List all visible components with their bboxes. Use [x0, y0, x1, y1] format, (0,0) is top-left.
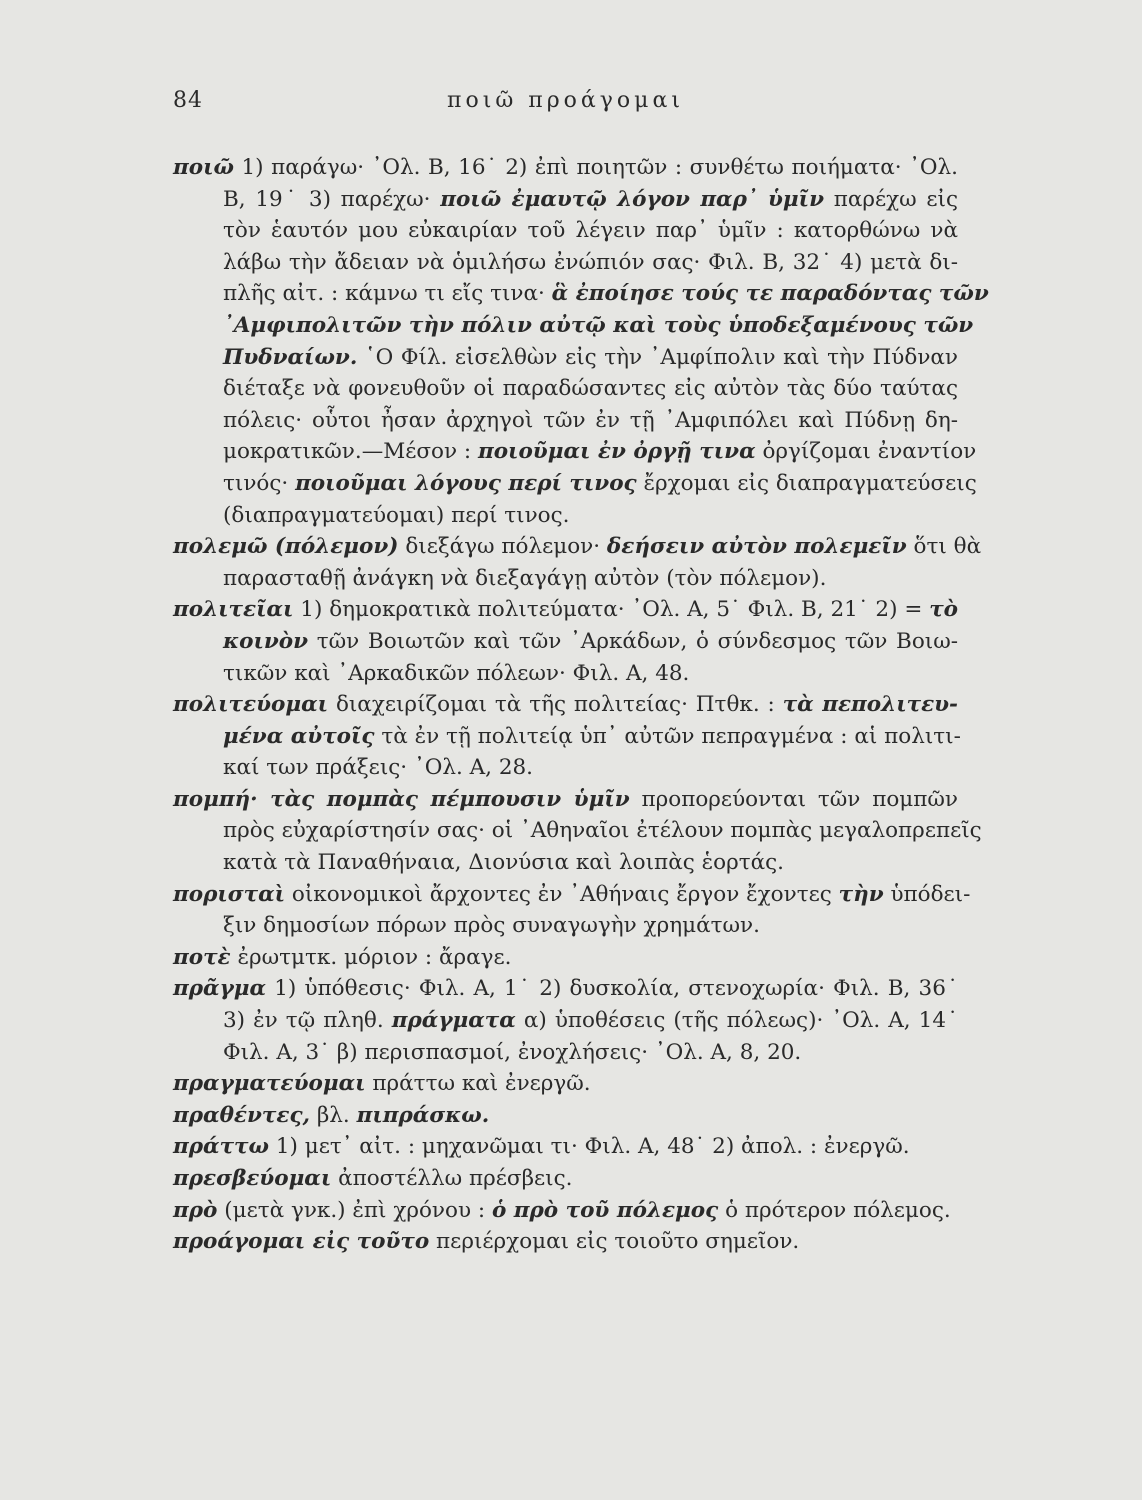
definition-text: ὑπόδει-	[883, 881, 971, 907]
entry-first-line	[173, 784, 958, 816]
definition-text: ὀργίζομαι ἐναντίον	[755, 439, 977, 465]
entry-line	[173, 626, 958, 658]
entry-line	[173, 468, 977, 500]
headword-or-phrase: τὴν	[838, 881, 884, 907]
entry-first-line	[173, 973, 958, 1005]
entries-body	[173, 152, 989, 1258]
definition-text: ὁ πρότερον πόλεμος.	[718, 1197, 951, 1223]
definition-text: α) ὑποθέσεις (τῆς πόλεως)· ᾿Ολ. Α, 14˙	[515, 1008, 959, 1034]
entry-first-line	[173, 689, 958, 721]
entry-line	[173, 1037, 958, 1069]
entry-first-line	[173, 152, 958, 184]
entry-line	[173, 721, 961, 753]
headword-or-phrase: ποιοῦμαι ἐν ὀργῇ τινα	[477, 439, 756, 465]
definition-text: ἔρχομαι εἰς διαπραγματεύσεις	[636, 470, 977, 496]
entry-line	[173, 247, 958, 279]
headword-or-phrase: πολιτεύομαι	[173, 692, 329, 718]
headword-or-phrase: κοινὸν	[223, 628, 309, 654]
headword-or-phrase: ποιῶ ἐμαυτῷ λόγον παρ᾿ ὑμῖν	[440, 186, 824, 212]
dictionary-entry	[173, 594, 958, 689]
headword-or-phrase: τὰ πεπολιτευ-	[782, 692, 958, 718]
entry-first-line	[173, 1163, 958, 1195]
entry-first-line	[173, 1068, 958, 1100]
entry-first-line	[173, 531, 982, 563]
dictionary-entry	[173, 1068, 958, 1100]
definition-text: 3) ἐν τῷ πληθ.	[223, 1008, 392, 1034]
headword-or-phrase: Πυδναίων.	[223, 344, 358, 370]
dictionary-entry	[173, 942, 958, 974]
headword-or-phrase: πολεμῶ (πόλεμον)	[173, 534, 399, 560]
entry-line	[173, 215, 958, 247]
running-head: ποιῶ προάγομαι	[447, 88, 684, 113]
definition-text: ἐρωτμτκ. μόριον : ἄραγε.	[230, 944, 512, 970]
definition-text: κατὰ τὰ Παναθήναια, Διονύσια καὶ λοιπὰς ἑορτάς.	[223, 850, 784, 876]
headword-or-phrase: ποτὲ	[173, 944, 231, 970]
definition-text: τικῶν καὶ ᾿Αρκαδικῶν πόλεων· Φιλ. Α, 48.	[223, 660, 690, 686]
definition-text: παρασταθῇ ἀνάγκη νὰ διεξαγάγῃ αὐτὸν (τὸν πόλεμον).	[223, 565, 827, 591]
headword-or-phrase: πορισταὶ	[173, 881, 286, 907]
entry-line	[173, 373, 958, 405]
dictionary-entry	[173, 152, 989, 531]
headword-or-phrase: πρεσβεύομαι	[173, 1166, 332, 1191]
page-number: 84	[173, 88, 203, 113]
definition-text: 1) μετ᾿ αἰτ. : μηχανῶμαι τι· Φιλ. Α, 48˙ 2) ἀπολ. : ἐνεργῶ.	[268, 1134, 910, 1160]
headword-or-phrase: ᾿Αμφιπολιτῶν τὴν πόλιν αὐτῷ καὶ τοὺς ὑποδεξαμένους τῶν	[223, 312, 974, 338]
definition-text: διεξάγω πόλεμον·	[398, 534, 607, 560]
definition-text: ὅτι θὰ	[906, 534, 982, 560]
entry-line	[173, 500, 958, 532]
dictionary-entry	[173, 879, 971, 942]
dictionary-entry	[173, 1131, 958, 1163]
headword-or-phrase: τὸ	[929, 597, 958, 623]
definition-text: (διαπραγματεύομαι) περί τινος.	[223, 502, 570, 528]
definition-text: τινός·	[223, 470, 296, 496]
headword-or-phrase: πολιτεῖαι	[173, 597, 294, 623]
definition-text: διαχειρίζομαι τὰ τῆς πολιτείας· Πτθκ. :	[328, 692, 783, 718]
headword-or-phrase: πρὸ	[173, 1197, 218, 1223]
definition-text: 1) δημοκρατικὰ πολιτεύματα· ᾿Ολ. Α, 5˙ Φιλ. Β, 21˙ 2) =	[293, 597, 930, 623]
dictionary-entry	[173, 531, 982, 594]
definition-text: ἀποστέλλω πρέσβεις.	[331, 1166, 573, 1191]
headword-or-phrase: πράττω	[173, 1134, 269, 1160]
dictionary-entry	[173, 689, 961, 784]
entry-line	[173, 1005, 958, 1037]
headword-or-phrase: ἃ ἐποίησε τούς τε παραδόντας τῶν	[551, 281, 989, 307]
headword-or-phrase: πιπράσκω.	[356, 1102, 490, 1128]
entry-first-line	[173, 1195, 958, 1227]
definition-text: ῾Ο Φίλ. εἰσελθὼν εἰς τὴν ᾿Αμφίπολιν καὶ τὴν Πύδναν	[357, 344, 958, 370]
definition-text: 1) ὑπόθεσις· Φιλ. Α, 1˙ 2) δυσκολία, στενοχωρία· Φιλ. Β, 36˙	[266, 976, 958, 1002]
definition-text: πλῆς αἰτ. : κάμνω τι εἴς τινα·	[223, 281, 552, 307]
headword-or-phrase: ὁ πρὸ τοῦ πόλεμος	[491, 1197, 719, 1223]
headword-or-phrase: ποιοῦμαι λόγους περί τινος	[295, 470, 637, 496]
headword-or-phrase: ποιῶ	[173, 155, 234, 180]
definition-text: λάβω τὴν ἄδειαν νὰ ὁμιλήσω ἐνώπιόν σας· Φιλ. Β, 32˙ 4) μετὰ δι-	[223, 249, 958, 275]
dictionary-entry	[173, 1195, 958, 1227]
entry-first-line	[173, 1100, 958, 1132]
entry-line	[173, 847, 958, 879]
definition-text: πράττω καὶ ἐνεργῶ.	[365, 1071, 591, 1097]
headword-or-phrase: πραγματεύομαι	[173, 1071, 366, 1097]
definition-text: προπορεύονται τῶν πομπῶν	[629, 786, 958, 812]
definition-text: (μετὰ γνκ.) ἐπὶ χρόνου :	[217, 1197, 492, 1223]
definition-text: διέταξε νὰ φονευθοῦν οἱ παραδώσαντες εἰς αὐτὸν τὰς δύο ταύτας	[223, 376, 958, 402]
entry-first-line	[173, 1226, 958, 1258]
dictionary-entry	[173, 973, 958, 1068]
page-header	[173, 88, 958, 122]
entry-line	[173, 752, 958, 784]
dictionary-entry	[173, 1226, 958, 1258]
entry-first-line	[173, 879, 971, 911]
headword-or-phrase: μένα αὐτοῖς	[223, 723, 375, 749]
definition-text: παρέχω εἰς	[824, 186, 959, 212]
entry-line	[173, 815, 982, 847]
entry-first-line	[173, 942, 958, 974]
definition-text: ξιν δημοσίων πόρων πρὸς συναγωγὴν χρημάτων.	[223, 913, 760, 939]
dictionary-entry	[173, 1100, 958, 1132]
headword-or-phrase: πραθέντες,	[173, 1102, 311, 1128]
entry-line	[173, 278, 989, 310]
definition-text: τὰ ἐν τῇ πολιτείᾳ ὑπ᾿ αὐτῶν πεπραγμένα : αἱ πολιτι-	[374, 723, 961, 749]
dictionary-entry	[173, 1163, 958, 1195]
headword-or-phrase: δεήσειν αὐτὸν πολεμεῖν	[606, 534, 907, 560]
entry-first-line	[173, 1131, 958, 1163]
dictionary-entry	[173, 784, 982, 879]
entry-line	[173, 658, 958, 690]
definition-text: μοκρατικῶν.—Μέσον :	[223, 439, 478, 465]
entry-line	[173, 342, 958, 374]
entry-line	[173, 910, 958, 942]
definition-text: τῶν Βοιωτῶν καὶ τῶν ᾿Αρκάδων, ὁ σύνδεσμος τῶν Βοιω-	[308, 628, 958, 654]
definition-text: περιέρχομαι εἰς τοιοῦτο σημεῖον.	[429, 1229, 800, 1255]
headword-or-phrase: πράγματα	[391, 1008, 516, 1034]
definition-text: Β, 19˙ 3) παρέχω·	[223, 186, 441, 212]
entry-line	[173, 310, 974, 342]
definition-text: πρὸς εὐχαρίστησίν σας· οἱ ᾿Αθηναῖοι ἐτέλουν πομπὰς μεγαλοπρεπεῖς	[223, 818, 982, 844]
definition-text: βλ.	[310, 1102, 357, 1128]
headword-or-phrase: πομπή· τὰς πομπὰς πέμπουσιν ὑμῖν	[173, 786, 630, 812]
entry-line	[173, 184, 958, 216]
definition-text: τὸν ἑαυτόν μου εὐκαιρίαν τοῦ λέγειν παρ᾿ ὑμῖν : κατορθώνω νὰ	[223, 218, 958, 244]
definition-text: Φιλ. Α, 3˙ β) περισπασμοί, ἐνοχλήσεις· ᾿Ολ. Α, 8, 20.	[223, 1039, 802, 1065]
entry-line	[173, 436, 977, 468]
definition-text: πόλεις· οὗτοι ἦσαν ἀρχηγοὶ τῶν ἐν τῇ ᾿Αμφιπόλει καὶ Πύδνῃ δη-	[223, 407, 958, 433]
entry-first-line	[173, 594, 958, 626]
headword-or-phrase: πρᾶγμα	[173, 976, 267, 1002]
headword-or-phrase: προάγομαι εἰς τοῦτο	[173, 1229, 430, 1255]
definition-text: οἰκονομικοὶ ἄρχοντες ἐν ᾿Αθήναις ἔργον ἔχοντες	[285, 881, 839, 907]
entry-line	[173, 563, 958, 595]
definition-text: 1) παράγω· ᾿Ολ. Β, 16˙ 2) ἐπὶ ποιητῶν : συνθέτω ποιήματα· ᾿Ολ.	[233, 155, 958, 180]
definition-text: καί των πράξεις· ᾿Ολ. Α, 28.	[223, 755, 534, 781]
entry-line	[173, 405, 958, 437]
